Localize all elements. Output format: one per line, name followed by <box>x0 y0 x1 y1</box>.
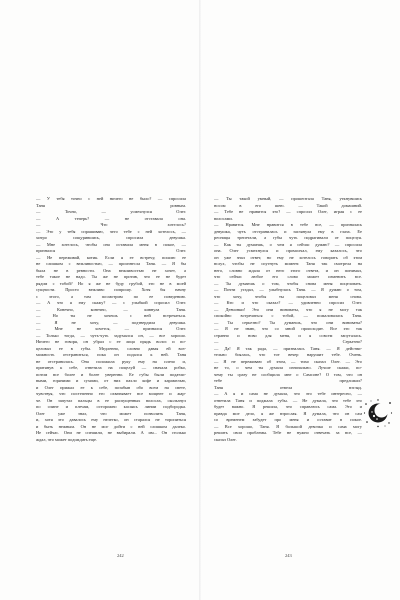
text-line: ответила Таня и поджала губы. — Не думала, что тебе это <box>214 397 362 403</box>
text-line: притянув к себе, ответила на поцелуй — сначала робко, <box>36 365 186 370</box>
text-line: — Тебе не нравится это? — спросил Олег, играя с ее <box>214 209 362 214</box>
text-line: носом в его шею. — Такой домашний. <box>214 202 362 208</box>
text-line: — Как ты думаешь, о чем я сейчас думаю? — спросила <box>214 241 362 247</box>
text-line: Таня отвела взгляд. <box>214 384 362 390</box>
text-line: тельно боялась, что тот вечер нарушит тебе. Очень. <box>214 352 362 357</box>
text-line: — Девчонки! Это они виноваты, что я не могу так <box>214 306 362 312</box>
text-line: девушка, чуть отстранилась и заглянула ему в глаза. Ее <box>214 228 362 234</box>
text-line: не то, о чем ты думала изначально. Лучше скажи, по- <box>214 365 362 370</box>
text-line: потом все более и более уверенно. Ее губы были податли- <box>36 371 186 377</box>
text-line: — Я не хочу, — подтвердила девушка. <box>36 319 186 325</box>
text-line: — Почти угадал, — улыбнулась Таня. — Я думаю о том, <box>214 287 362 292</box>
text-line: — Не переживай, котик. Если я ее встречу, пошлю ее <box>36 254 186 260</box>
text-line: — Кто и что сказал? — удивленно спросил Олег. <box>214 300 362 305</box>
text-line: хитро сощурившись, спросила девушка. <box>36 235 186 240</box>
text-line: — Я не знаю, что со мной происходит. Все это так <box>214 326 362 331</box>
text-line: волосами. <box>214 215 233 221</box>
text-line: и быть нежным. Он не мог дойти с ней слишком далеко. <box>36 423 186 429</box>
text-line: — А теперь? — не отставала она. <box>36 215 186 221</box>
text-line: — Конечно, конечно, — кивнула Таня. <box>36 306 186 312</box>
text-line: и, хотя это давалось ему нелегко, он старался не торопиться <box>36 417 186 422</box>
text-line: рядом с тобой? Но я же не буду грубой, это не в моей <box>36 280 186 286</box>
text-line: признался Олег. <box>36 248 186 253</box>
text-line: — Только тогда, — чуть-чуть задумался он, — все хорошо. <box>36 332 186 338</box>
text-line: тебе такое не надо. Ты же не против, что ее не будет <box>36 274 186 279</box>
text-line: ждал, что может подождать еще. <box>36 436 98 442</box>
text-line: была не в ревности. Она вежливостью не хочет, а <box>36 267 186 273</box>
text-line: сущности. Просто вежливо попрошу. Хотя бы начну <box>36 287 186 292</box>
text-line: — Все хорошо, Таня. Я большой девочка и сама могу <box>214 423 362 429</box>
text-line: — Что хотелось? <box>36 222 186 227</box>
text-line: будет важно. Я решила, что справлюсь сама. Это и <box>214 404 362 409</box>
text-line: Олег уже знал, что может позволить Таня, <box>36 410 186 416</box>
moon-stars-ornament-icon <box>363 398 393 428</box>
right-page-text <box>214 196 362 443</box>
text-line: чему ты сразу не сообщила мне о Самсоне? О том, что он <box>214 371 362 377</box>
left-page-number: 242 <box>117 553 124 558</box>
left-page-text <box>36 196 186 443</box>
text-line: — Точно, — усмехнулся Олег. <box>36 209 186 214</box>
text-line: вслух, чтобы не спугнуть момент. Таня так смотрела на <box>214 261 362 266</box>
text-line: целовал ее в губы. Медленно, словно давая ей воз- <box>36 345 186 351</box>
text-line: — Мне не хочется, — признался Олег. <box>36 326 186 331</box>
text-line: тебе предложил? <box>214 378 362 383</box>
text-line: че. Он запутал пальцы в ее распущенных волосах, скользнул <box>36 397 186 403</box>
text-line: — У тебя точно с ней ничего не было? — спросила <box>36 196 186 201</box>
text-line: выми, горячими и сухими, от них пахло кофе и карамелью, <box>36 378 186 383</box>
text-line: не слишком с вежливостью, — произнесла Таня. — Я бы <box>36 261 186 266</box>
text-line: что хочу, чтобы ты поцеловал меня снова. <box>214 293 362 299</box>
text-line: можность отстраниться, пока он подался к ней. Таня <box>36 352 186 357</box>
text-line: — Ты серьезно? Ты думаешь, что они виноваты? <box>214 319 362 325</box>
text-line: она. Олег усмехнулся и промолчал, ему казалось, что <box>214 248 362 253</box>
text-line: — А я и сама не думала, что это тебе интересно, — <box>214 391 362 396</box>
text-line: — Да! Я так рада, — призналась Таня. — Я действи- <box>214 345 362 351</box>
text-line: сказал Олег. <box>214 436 237 442</box>
text-line: не отстранилась. Она положила руку ему на плечо и, <box>36 358 186 364</box>
text-line: него, словно ждала от него этого ответа, и он понимал, <box>214 267 362 273</box>
text-line: и Олег прижал ее к себе, позабыв обо всем на свете, <box>36 384 186 390</box>
text-line: по спине и плечам, осторожно касаясь линии подбородка. <box>36 404 186 409</box>
page-gutter <box>199 0 201 600</box>
text-line: — Нравится. Мне нравится в тебе все, — призналась <box>214 222 362 227</box>
text-line: — А что я ему скажу? — с улыбкой спросил Олег. <box>36 300 186 305</box>
text-line: — Мне хотелось, чтобы она оставила меня в покое, — <box>36 241 186 247</box>
text-line: с этого, а там посмотрим по ее поведению. <box>36 293 186 299</box>
text-line: — Я не переживаю об этом, — тихо сказал Олег. — Это <box>214 358 362 364</box>
text-line: — Но ты не хочешь с ней встречаться. <box>36 313 186 318</box>
text-line: странно и ново для меня, и я совсем запуталась. <box>214 332 362 338</box>
text-line: Таня ровным. <box>36 202 186 208</box>
text-line: — Серьезно? <box>214 339 362 344</box>
text-line: он уже знал ответ, но ему не хотелось говорить об этом <box>214 254 362 260</box>
text-line: ресницы трепетали, а губы чуть подрагивали от поцелуя. <box>214 235 362 240</box>
text-line: решить свои проблемы. Тебе не нужно отвечать за все, — <box>214 430 362 435</box>
text-line: — Ты такой умный, — прошептала Таня, уткнувшись <box>214 196 362 201</box>
text-line: со временем забудет про меня и оставит в покое. <box>214 417 362 422</box>
text-line: Не сейчас. Они не спешили, не выбирали. А им... Он столько <box>36 430 186 435</box>
text-line: — Это у тебя спрашиваю, чего тебе с ней хотелось, — <box>36 228 186 234</box>
text-line: Ничего не говоря, он убрал с ее лица прядь волос и по- <box>36 339 186 344</box>
text-line: — Ты думаешь о том, чтобы снова меня поцеловать. <box>214 280 362 286</box>
text-line: что сейчас любое его слово может изменить все. <box>214 274 362 279</box>
text-line: чувствуя, что постепенно его охватывает все мощнее и жар- <box>36 391 186 396</box>
right-page-number: 243 <box>285 553 292 558</box>
text-line: правда мое дело, я же взрослая. Я думала, что он сам <box>214 410 362 416</box>
text-line: спокойно встречаться с тобой, — пожаловалась Таня. <box>214 313 362 318</box>
